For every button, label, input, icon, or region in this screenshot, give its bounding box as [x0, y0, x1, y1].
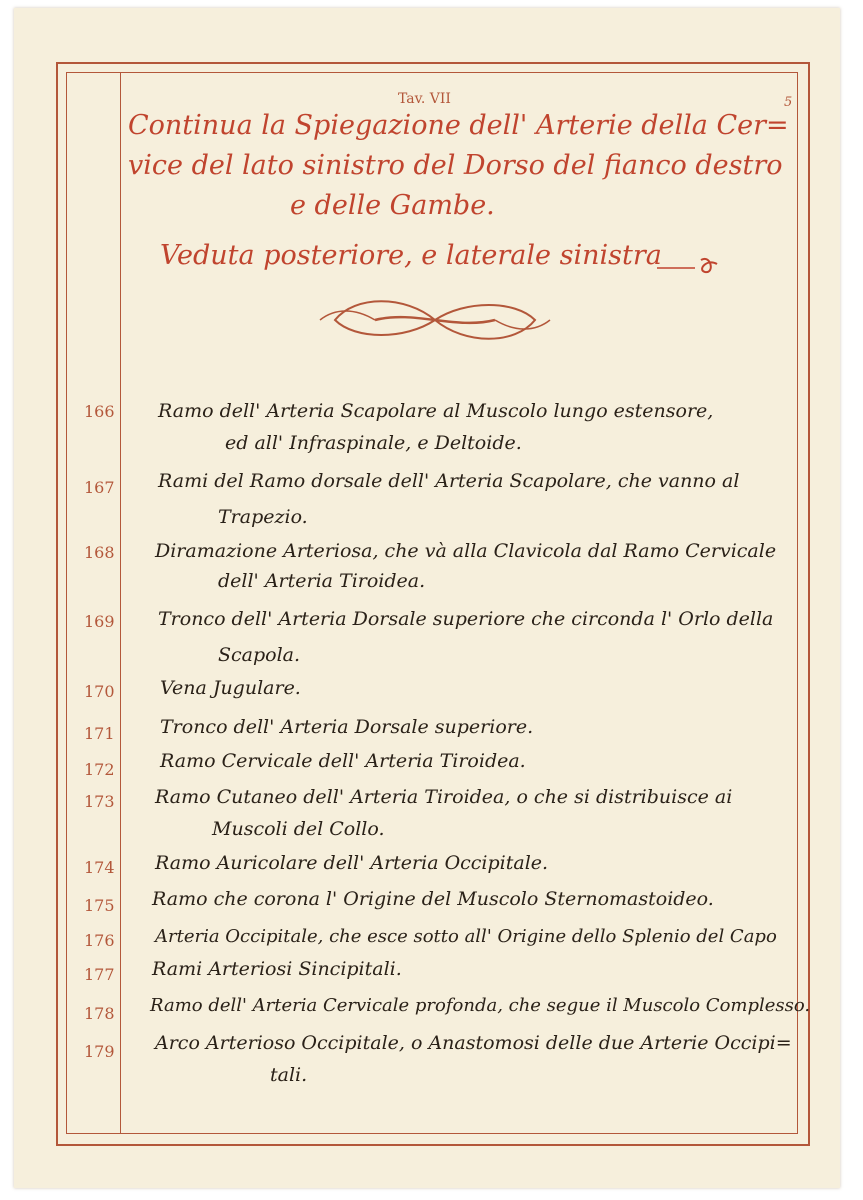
entry-text: Ramo Cutaneo dell' Arteria Tiroidea, o che si distribuisce ai [155, 786, 733, 808]
entry-text: Ramo che corona l' Origine del Muscolo Sternomastoideo. [152, 888, 714, 910]
entry-text-cont: tali. [270, 1064, 308, 1086]
entry-text: Ramo Auricolare dell' Arteria Occipitale. [155, 852, 549, 874]
entry-text: Ramo Cervicale dell' Arteria Tiroidea. [160, 750, 526, 772]
flourish-icon [315, 290, 555, 350]
entry-text-cont: dell' Arteria Tiroidea. [218, 570, 426, 592]
entry-number: 171 [84, 724, 115, 743]
plate-label: Tav. VII [398, 91, 451, 107]
entry-text-cont: Muscoli del Collo. [212, 818, 385, 840]
entry-number: 174 [84, 858, 115, 877]
entry-number: 175 [84, 896, 115, 915]
margin-rule [120, 73, 121, 1133]
entry-text: Ramo dell' Arteria Scapolare al Muscolo lungo estensore, [158, 400, 714, 422]
title-ornament-icon [655, 250, 725, 280]
page-number: 5 [784, 95, 793, 110]
title-line-2: vice del lato sinistro del Dorso del fianco destro [128, 150, 783, 181]
entry-number: 168 [84, 543, 115, 562]
entry-number: 169 [84, 612, 115, 631]
entry-number: 176 [84, 931, 115, 950]
title-line-4: Veduta posteriore, e laterale sinistra [160, 240, 662, 271]
entry-number: 179 [84, 1042, 115, 1061]
entry-number: 166 [84, 402, 115, 421]
title-line-3: e delle Gambe. [290, 190, 495, 221]
entry-text-cont: ed all' Infraspinale, e Deltoide. [225, 432, 522, 454]
entry-number: 172 [84, 760, 115, 779]
entry-text: Arteria Occipitale, che esce sotto all' Origine dello Splenio del Capo [155, 926, 777, 947]
entry-text: Ramo dell' Arteria Cervicale profonda, che segue il Muscolo Complesso. [150, 995, 811, 1016]
entry-text: Tronco dell' Arteria Dorsale superiore che circonda l' Orlo della [158, 608, 774, 630]
entry-text: Vena Jugulare. [160, 677, 301, 699]
entry-number: 177 [84, 965, 115, 984]
entry-text: Rami del Ramo dorsale dell' Arteria Scapolare, che vanno al [158, 470, 740, 492]
entry-number: 173 [84, 792, 115, 811]
entry-text-cont: Scapola. [218, 644, 301, 666]
entry-text: Tronco dell' Arteria Dorsale superiore. [160, 716, 534, 738]
entry-text: Rami Arteriosi Sincipitali. [152, 958, 402, 980]
entry-text: Diramazione Arteriosa, che và alla Clavicola dal Ramo Cervicale [155, 540, 777, 562]
entry-number: 178 [84, 1004, 115, 1023]
entry-text-cont: Trapezio. [218, 506, 308, 528]
entry-number: 167 [84, 478, 115, 497]
entry-text: Arco Arterioso Occipitale, o Anastomosi delle due Arterie Occipi= [155, 1032, 792, 1054]
entry-number: 170 [84, 682, 115, 701]
title-line-1: Continua la Spiegazione dell' Arterie della Cer= [128, 110, 789, 141]
